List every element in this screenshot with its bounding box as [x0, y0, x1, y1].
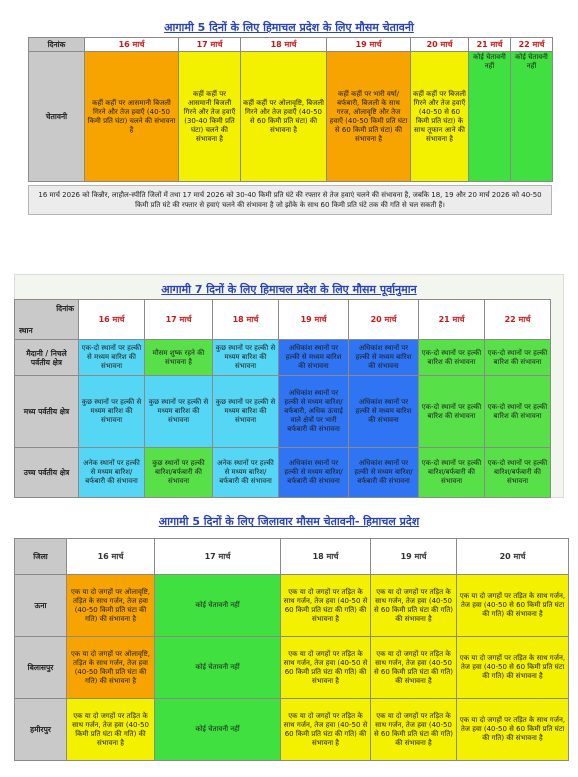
district-cell: एक या दो जगहों पर तड़ित के साथ गर्जन, तेज हवा (40-50 से 60 किमी प्रति घंटा की गति) की संभावना है — [371, 699, 457, 761]
forecast-row-label: मैदानी / निचले पर्वतीय क्षेत्र — [15, 340, 79, 376]
warning-cell: कहीं कहीं पर आसमानी बिजली गिरने और तेज हवाएँ (30-40 किमी प्रति घंटा) चलने की संभावना है — [179, 52, 241, 182]
district-cell: एक या दो जगहों पर ओलावृष्टि, तड़ित के साथ गर्जन, तेज हवा (40-50 किमी प्रति घंटा की गति) की संभावना है — [67, 575, 155, 637]
forecast-row-label: मध्य पर्वतीय क्षेत्र — [15, 376, 79, 448]
forecast-cell: अधिकांश स्थानों पर हल्की से मध्यम बारिश/बर्फबारी की संभावना — [349, 448, 419, 498]
district-cell: कोई चेतावनी नहीं — [155, 575, 281, 637]
district-cell: एक या दो जगहों पर ओलावृष्टि, तड़ित के साथ गर्जन, तेज हवा (40-50 किमी प्रति घंटा की गति) की संभावना है — [67, 637, 155, 699]
warning-date-header: 21 मार्च — [469, 38, 511, 52]
district-name: ऊना — [15, 575, 67, 637]
warning-cell: कोई चेतावनी नहीं — [511, 52, 553, 182]
forecast-cell: अधिकांश स्थानों पर हल्की से मध्यम बारिश/बर्फबारी की संभावना — [279, 448, 349, 498]
forecast-cell: अधिकांश स्थानों पर हल्की से मध्यम बारिश की संभावना — [349, 340, 419, 376]
district-cell: कोई चेतावनी नहीं — [155, 699, 281, 761]
forecast-cell: एक-दो स्थानों पर हल्की बारिश/बर्फबारी की संभावना — [419, 448, 485, 498]
forecast-date-header: 18 मार्च — [213, 300, 279, 340]
warning-cell: कोई चेतावनी नहीं — [469, 52, 511, 182]
district-corner-label: जिला — [15, 539, 67, 575]
forecast-cell: अनेक स्थानों पर हल्की से मध्यम बारिश/बर्फबारी की संभावना — [213, 448, 279, 498]
district-cell: एक या दो जगहों पर तड़ित के साथ गर्जन, तेज हवा (40-50 से 60 किमी प्रति घंटा की गति) की संभावना है — [457, 699, 569, 761]
forecast-corner-date: दिनांक — [56, 304, 74, 313]
district-cell: एक या दो जगहों पर तड़ित के साथ गर्जन, तेज हवा (40-50 से 60 किमी प्रति घंटा की गति) की संभावना है — [371, 637, 457, 699]
district-cell: एक या दो जगहों पर तड़ित के साथ गर्जन, तेज हवा (40-50 से 60 किमी प्रति घंटा की गति) की संभावना है — [281, 575, 371, 637]
forecast-date-header: 16 मार्च — [79, 300, 145, 340]
forecast-cell: एक-दो स्थानों पर हल्की बारिश की संभावना — [485, 376, 551, 448]
warning-note: 16 मार्च 2026 को किन्नौर, लाहौल-स्पीति जिलों में तथा 17 मार्च 2026 को 30-40 किमी प्रति घंटे की रफ्तार से तेज हवाएं चलने की संभावना है, जबकि 18, 19 और 20 मार्च 2026 को 40-50 किमी प्रति घंटे की रफ्तार से हवाएं चलने की संभावना है जो झोंके के साथ 60 किमी प्रति घंटे तक की गति से चल सकती हैं। — [28, 185, 552, 215]
district-date-header: 16 मार्च — [67, 539, 155, 575]
district-cell: एक या दो जगहों पर तड़ित के साथ गर्जन, तेज हवा (40-50 किमी प्रति घंटा की गति) की संभावना है — [67, 699, 155, 761]
warning-cell: कहीं कहीं पर बिजली गिरने और तेज हवाएँ (40-50 से 60 किमी प्रति घंटा) के साथ तूफान आने की संभावना है — [411, 52, 469, 182]
forecast-cell: कुछ स्थानों पर हल्की बारिश/बर्फबारी की संभावना — [145, 448, 213, 498]
forecast-row-label: उच्च पर्वतीय क्षेत्र — [15, 448, 79, 498]
forecast-cell: कुछ स्थानों पर हल्की से मध्यम बारिश की संभावना — [213, 376, 279, 448]
warning-date-header: 16 मार्च — [85, 38, 179, 52]
warning-cell: कहीं कहीं पर भारी वर्षा/बर्फबारी, बिजली के साथ गरज, ओलावृष्टि और तेज हवाएँ (40-50 किमी प्रति घंटा से 60 किमी प्रति घंटा) की संभावना है — [327, 52, 411, 182]
forecast-date-header: 17 मार्च — [145, 300, 213, 340]
district-cell: एक या दो जगहों पर तड़ित के साथ गर्जन, तेज हवा (40-50 से 60 किमी प्रति घंटा की गति) की संभावना है — [457, 637, 569, 699]
forecast-cell: अधिकांश स्थानों पर हल्की से मध्यम बारिश/बर्फबारी, अधिक ऊंचाई वाले क्षेत्रों पर भारी बर्फबारी की संभावना — [279, 376, 349, 448]
warning-date-header: 17 मार्च — [179, 38, 241, 52]
district-cell: एक या दो जगहों पर तड़ित के साथ गर्जन, तेज हवा (40-50 से 60 किमी प्रति घंटा की गति) की संभावना है — [281, 699, 371, 761]
warning-corner-label: दिनांक — [29, 38, 85, 52]
forecast-cell: कुछ स्थानों पर हल्की से मध्यम बारिश की संभावना — [213, 340, 279, 376]
forecast-cell: मौसम शुष्क रहने की संभावना है — [145, 340, 213, 376]
district-cell: एक या दो जगहों पर तड़ित के साथ गर्जन, तेज हवा (40-50 से 60 किमी प्रति घंटा की गति) की संभावना है — [281, 637, 371, 699]
district-date-header: 17 मार्च — [155, 539, 281, 575]
district-date-header: 18 मार्च — [281, 539, 371, 575]
forecast-cell: एक-दो स्थानों पर हल्की बारिश/बर्फबारी की संभावना — [485, 448, 551, 498]
warning-title: आगामी 5 दिनों के लिए हिमाचल प्रदेश के लिए मौसम चेतावनी — [164, 21, 414, 34]
forecast-cell: कुछ स्थानों पर हल्की से मध्यम बारिश की संभावना — [79, 376, 145, 448]
forecast-cell: एक-दो स्थानों पर हल्की बारिश की संभावना — [419, 340, 485, 376]
forecast-cell: कुछ स्थानों पर हल्की से मध्यम बारिश की संभावना — [145, 376, 213, 448]
district-date-header: 19 मार्च — [371, 539, 457, 575]
forecast-date-header: 21 मार्च — [419, 300, 485, 340]
district-cell: एक या दो जगहों पर तड़ित के साथ गर्जन, तेज हवा (40-50 से 60 किमी प्रति घंटा की गति) की संभावना है — [371, 575, 457, 637]
forecast-corner — [15, 300, 79, 340]
forecast-cell: अनेक स्थानों पर हल्की से मध्यम बारिश/बर्फबारी की संभावना — [79, 448, 145, 498]
forecast-title: आगामी 7 दिनों के लिए हिमाचल प्रदेश के लिए मौसम पूर्वानुमान — [161, 283, 417, 296]
forecast-cell: अधिकांश स्थानों पर हल्की से मध्यम बारिश की संभावना — [349, 376, 419, 448]
warning-row-label: चेतावनी — [29, 52, 85, 182]
forecast-cell: अधिकांश स्थानों पर हल्की से मध्यम बारिश की संभावना — [279, 340, 349, 376]
district-date-header: 20 मार्च — [457, 539, 569, 575]
warning-cell: कहीं कहीं पर ओलावृष्टि, बिजली गिरने और तेज हवाएँ (40-50 से 60 किमी प्रति घंटा) की संभावना है — [241, 52, 327, 182]
forecast-table — [14, 299, 551, 498]
warning-date-header: 22 मार्च — [511, 38, 553, 52]
district-name: बिलासपुर — [15, 637, 67, 699]
warning-cell: कहीं कहीं पर आसमानी बिजली गिरने और तेज हवाएँ (40-50 किमी प्रति घंटा) चलने की संभावना है — [85, 52, 179, 182]
forecast-cell: एक-दो स्थानों पर हल्की बारिश की संभावना — [485, 340, 551, 376]
warning-date-header: 20 मार्च — [411, 38, 469, 52]
district-name: हमीरपुर — [15, 699, 67, 761]
district-cell: एक या दो जगहों पर तड़ित के साथ गर्जन, तेज हवा (40-50 से 60 किमी प्रति घंटा की गति) की संभावना है — [457, 575, 569, 637]
warning-table — [28, 37, 553, 182]
forecast-cell: एक-दो स्थानों पर हल्की से मध्यम बारिश की संभावना — [79, 340, 145, 376]
forecast-date-header: 20 मार्च — [349, 300, 419, 340]
forecast-cell: एक-दो स्थानों पर हल्की बारिश की संभावना — [419, 376, 485, 448]
forecast-date-header: 22 मार्च — [485, 300, 551, 340]
district-cell: कोई चेतावनी नहीं — [155, 637, 281, 699]
district-warning-table — [14, 538, 569, 761]
forecast-date-header: 19 मार्च — [279, 300, 349, 340]
district-warning-title: आगामी 5 दिनों के लिए जिलावार मौसम चेतावनी- हिमाचल प्रदेश — [158, 515, 420, 528]
warning-date-header: 18 मार्च — [241, 38, 327, 52]
warning-date-header: 19 मार्च — [327, 38, 411, 52]
forecast-corner-place: स्थान — [19, 326, 33, 335]
